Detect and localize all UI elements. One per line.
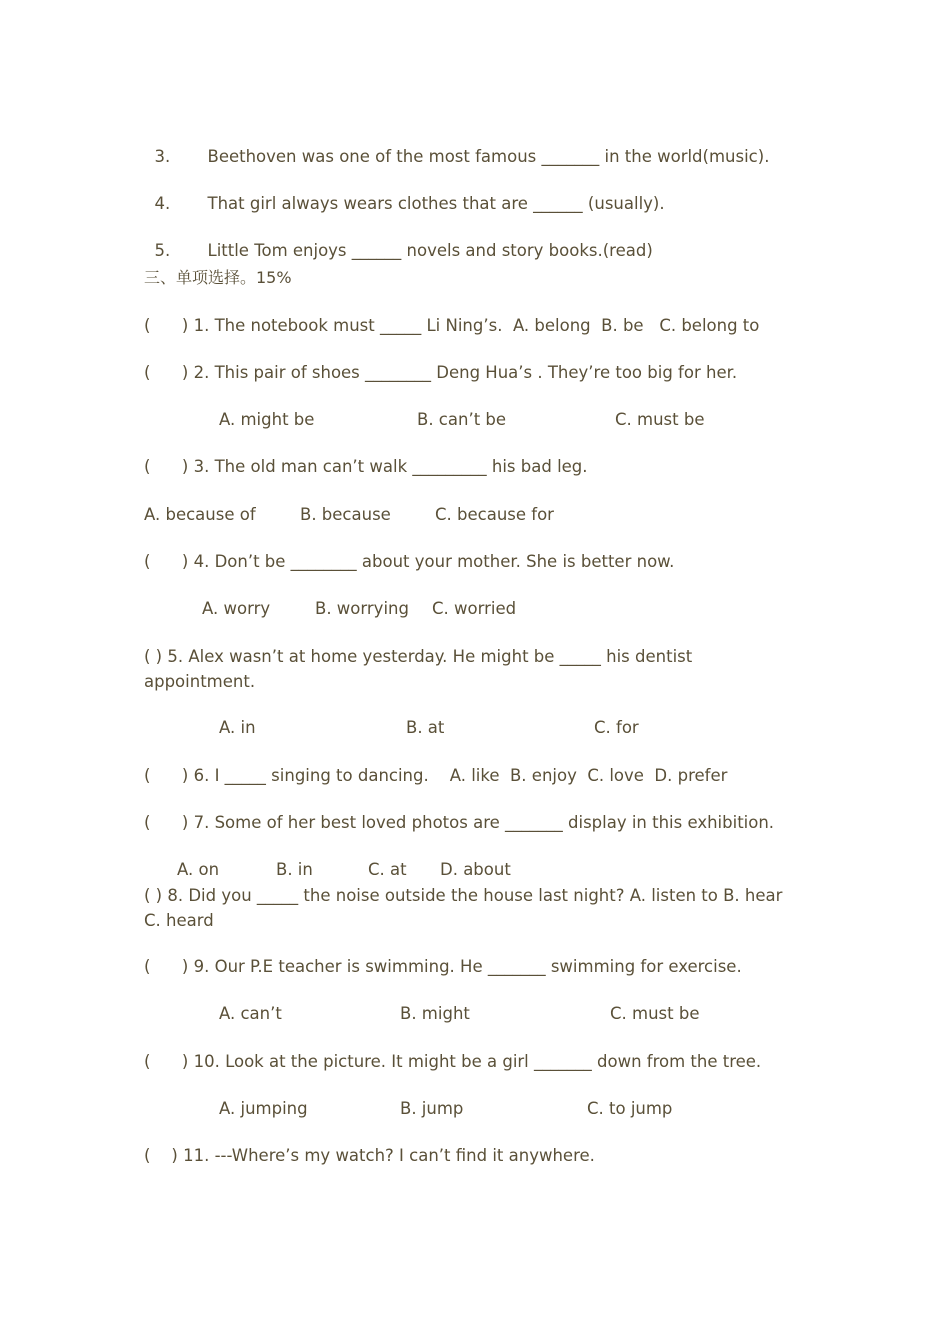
- option-a: A. might be: [219, 410, 315, 429]
- option-a: A. because of: [144, 505, 256, 524]
- option-b: B. worrying: [315, 599, 409, 618]
- option-c: C. must be: [610, 1004, 700, 1023]
- option-b: B. might: [400, 1004, 470, 1023]
- question-6: ( ) 6. I _____ singing to dancing. A. like B. enjoy C. love D. prefer: [144, 766, 728, 785]
- question-3: ( ) 3. The old man can’t walk _________ his bad leg.: [144, 457, 588, 476]
- option-b: B. can’t be: [417, 410, 507, 429]
- item-number: 5.: [154, 241, 171, 260]
- option-a: A. on: [177, 860, 220, 879]
- question-7: ( ) 7. Some of her best loved photos are _______ display in this exhibition.: [144, 813, 775, 832]
- item-text: Beethoven was one of the most famous _______ in the world(music).: [207, 147, 770, 166]
- option-b: B. because: [300, 505, 391, 524]
- option-d: D. about: [440, 860, 511, 879]
- question-2: ( ) 2. This pair of shoes ________ Deng Hua’s . They’re too big for her.: [144, 363, 738, 382]
- question-10: ( ) 10. Look at the picture. It might be a girl _______ down from the tree.: [144, 1052, 762, 1071]
- option-a: A. can’t: [219, 1004, 282, 1023]
- option-c: C. worried: [432, 599, 517, 618]
- option-a: A. jumping: [219, 1099, 308, 1118]
- option-a: A. in: [219, 718, 256, 737]
- question-9: ( ) 9. Our P.E teacher is swimming. He _______ swimming for exercise.: [144, 957, 742, 976]
- fill-blank-item-5: [144, 221, 653, 261]
- option-c: C. for: [594, 718, 639, 737]
- item-number: 4.: [154, 194, 171, 213]
- fill-blank-item-3: [144, 127, 769, 167]
- section-title: 三、单项选择。15%: [144, 268, 292, 287]
- fill-blank-item-4: [144, 174, 665, 214]
- item-text: Little Tom enjoys ______ novels and story books.(read): [207, 241, 653, 260]
- option-b: B. jump: [400, 1099, 464, 1118]
- item-text: That girl always wears clothes that are ______ (usually).: [207, 194, 665, 213]
- option-a: A. worry: [202, 599, 271, 618]
- option-c: C. to jump: [587, 1099, 673, 1118]
- question-11: ( ) 11. ---Where’s my watch? I can’t find it anywhere.: [144, 1146, 595, 1165]
- question-4: ( ) 4. Don’t be ________ about your mother. She is better now.: [144, 552, 675, 571]
- question-1: ( ) 1. The notebook must _____ Li Ning’s. A. belong B. be C. belong to: [144, 316, 760, 335]
- option-c: C. must be: [615, 410, 705, 429]
- option-b: B. in: [276, 860, 313, 879]
- option-c: C. because for: [435, 505, 554, 524]
- item-number: 3.: [154, 147, 171, 166]
- question-5: ( ) 5. Alex wasn’t at home yesterday. He might be _____ his dentist appointment.: [144, 647, 693, 691]
- option-c: C. at: [368, 860, 407, 879]
- question-8: ( ) 8. Did you _____ the noise outside the house last night? A. listen to B. hear C. heard: [144, 886, 783, 930]
- option-b: B. at: [406, 718, 445, 737]
